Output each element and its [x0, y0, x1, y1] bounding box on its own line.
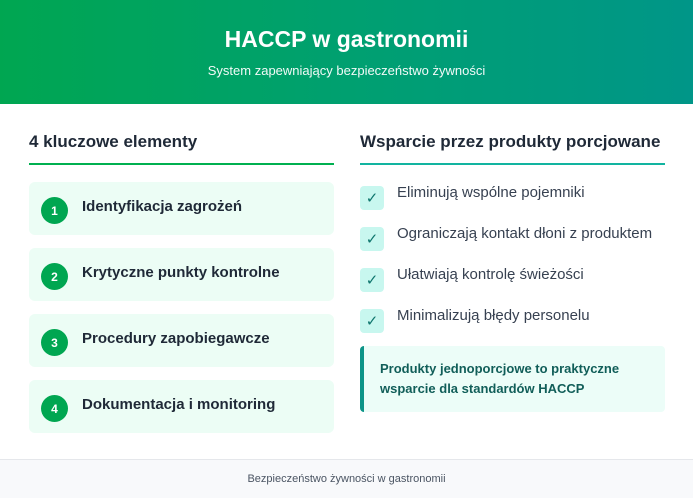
- main-content: [0, 104, 693, 459]
- page-title: HACCP w gastronomii: [224, 26, 469, 52]
- key-elements-column: [29, 132, 334, 459]
- portion-products-column: [360, 132, 665, 459]
- step-label: Procedury zapobiegawcze: [82, 330, 270, 347]
- benefit-item: [360, 264, 665, 292]
- checkmark-icon: ✓: [360, 227, 384, 251]
- page-footer: [0, 459, 693, 498]
- footer-text: Bezpieczeństwo żywności w gastronomii: [247, 473, 446, 485]
- portion-products-title: Wsparcie przez produkty porcjowane: [360, 132, 665, 165]
- page-header: [0, 0, 693, 104]
- step-number-badge: 3: [41, 329, 68, 356]
- checkmark-icon: ✓: [360, 186, 384, 210]
- benefit-item: [360, 305, 665, 333]
- benefit-label: Minimalizują błędy personelu: [397, 307, 590, 324]
- benefit-label: Ograniczają kontakt dłoni z produktem: [397, 225, 653, 242]
- step-number-badge: 4: [41, 395, 68, 422]
- benefit-label: Ułatwiają kontrolę świeżości: [397, 266, 584, 283]
- step-item: [29, 248, 334, 301]
- haccp-note-callout: Produkty jednoporcjowe to praktyczne wsparcie dla standardów HACCP: [360, 346, 665, 412]
- step-label: Identyfikacja zagrożeń: [82, 198, 243, 215]
- step-number-badge: 1: [41, 197, 68, 224]
- benefit-item: [360, 182, 665, 210]
- step-label: Dokumentacja i monitoring: [82, 396, 276, 413]
- checkmark-icon: ✓: [360, 309, 384, 333]
- benefit-label: Eliminują wspólne pojemniki: [397, 184, 585, 201]
- step-label: Krytyczne punkty kontrolne: [82, 264, 280, 281]
- step-number-badge: 2: [41, 263, 68, 290]
- step-item: [29, 182, 334, 235]
- step-item: [29, 314, 334, 367]
- key-elements-title: 4 kluczowe elementy: [29, 132, 334, 165]
- checkmark-icon: ✓: [360, 268, 384, 292]
- page-subtitle: System zapewniający bezpieczeństwo żywności: [207, 63, 486, 78]
- step-item: [29, 380, 334, 433]
- benefit-item: [360, 223, 665, 251]
